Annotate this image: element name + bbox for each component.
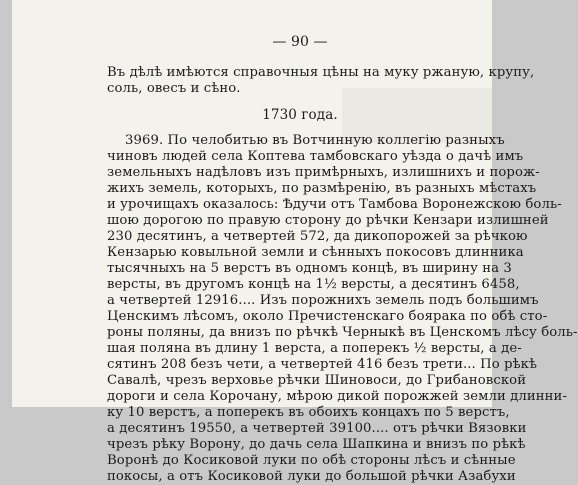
text-line: земельныхъ надѣловъ изъ примѣрныхъ, излишнихъ и порож- — [107, 165, 540, 180]
text-line: Савалѣ, чрезъ верховье рѣчки Шиновоси, до Грибановской — [107, 373, 527, 388]
text-line: шою дорогою по правую сторону до рѣчки Кензари излишней — [107, 213, 549, 228]
text-line: шая поляна въ длину 1 верста, а поперекъ ½ версты, а де- — [107, 341, 522, 356]
text-line: версты, въ другомъ концѣ на 1½ версты, а десятинъ 6458, — [107, 277, 520, 292]
text-line: Кензарью ковыльной земли и сѣнныхъ покосовъ длинника — [107, 245, 524, 260]
text-line: соль, овесъ и сѣно. — [107, 81, 241, 96]
text-line: и урочищахъ оказалось: Ѣдучи отъ Тамбова Воронежскою боль- — [107, 197, 562, 212]
text-line: тысячныхъ на 5 верстъ въ одномъ концѣ, въ ширину на 3 — [107, 261, 512, 276]
paragraph — [107, 133, 578, 485]
text-line: а десятинъ 19550, а четвертей 39100.... отъ рѣчки Вязовки — [107, 421, 527, 436]
intro-text — [107, 65, 535, 97]
year-heading: 1730 года. — [262, 107, 338, 123]
text-line: роны поляны, да внизъ по рѣчкѣ Черныкѣ въ Ценскомъ лѣсу боль- — [107, 325, 578, 340]
text-line: Воронѣ до Косиковой луки по обѣ стороны лѣсъ и сѣнные — [107, 453, 516, 468]
text-line: покосы, а отъ Косиковой луки до большой рѣчки Азабухи — [107, 469, 516, 484]
text-line: жихъ земель, которыхъ, по размѣренію, въ разныхъ мѣстахъ — [107, 181, 537, 196]
scanned-page — [12, 0, 578, 484]
text-line: чрезъ рѣку Ворону, до дачь села Шапкина и внизъ по рѣкѣ — [107, 437, 526, 452]
text-line: 230 десятинъ, а четвертей 572, да дикопорожей за рѣчкою — [107, 229, 528, 244]
text-line: 3969. По челобитью въ Вотчинную коллегію разныхъ — [125, 133, 505, 148]
text-line: ку 10 верстъ, а поперекъ въ обоихъ концахъ по 5 верстъ, — [107, 405, 510, 420]
text-line: чиновъ людей села Коптева тамбовскаго уѣзда о дачѣ имъ — [107, 149, 524, 164]
text-line: Ценскимъ лѣсомъ, около Пречистенскаго боярака по обѣ сто- — [107, 309, 548, 324]
text-line: сятинъ 208 безъ чети, а четвертей 416 безъ трети... По рѣкѣ — [107, 357, 538, 372]
page-text-column — [107, 0, 578, 485]
page-number: — 90 — — [272, 34, 328, 50]
text-line: дороги и села Корочану, мѣрою дикой порожжей земли длинни- — [107, 389, 567, 404]
text-line: Въ дѣлѣ имѣются справочныя цѣны на муку ржаную, крупу, — [107, 65, 535, 80]
text-line: а четвертей 12916.... Изъ порожнихъ земель подъ большимъ — [107, 293, 539, 308]
